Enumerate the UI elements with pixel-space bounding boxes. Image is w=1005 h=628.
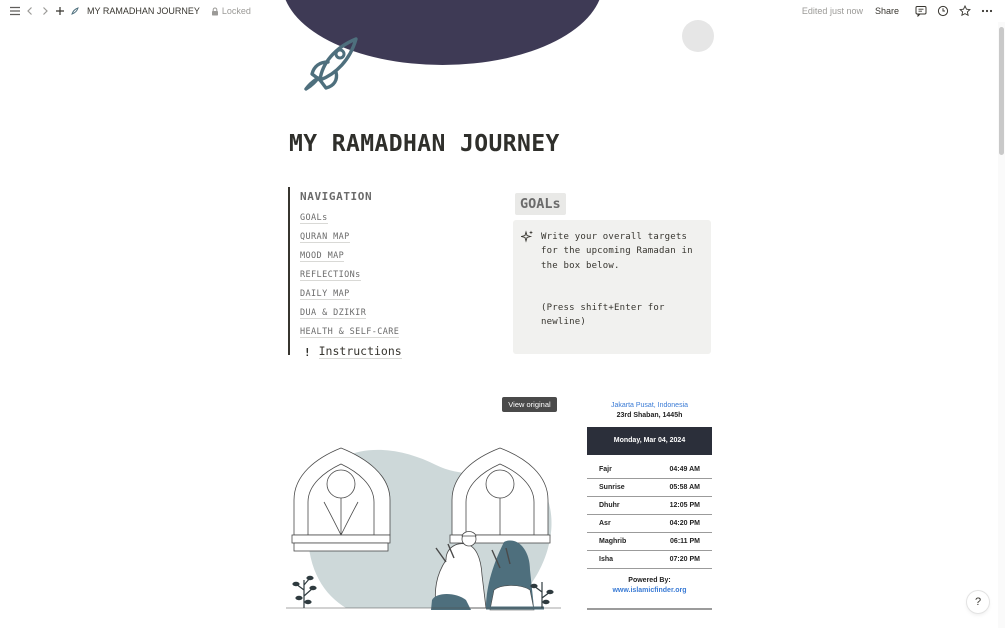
goals-callout[interactable] (513, 220, 711, 354)
nav-link-mood-map[interactable]: MOOD MAP (300, 250, 345, 261)
instructions-link[interactable] (300, 345, 448, 359)
favorite-star-icon[interactable] (958, 4, 972, 18)
comments-icon[interactable] (914, 4, 928, 18)
prayer-row-sunrise (587, 479, 712, 497)
islamicfinder-link[interactable]: www.islamicfinder.org (612, 587, 687, 594)
avatar[interactable] (682, 20, 714, 52)
prayer-name: Dhuhr (599, 502, 620, 509)
nav-link-health-self-care[interactable]: HEALTH & SELF-CARE (300, 326, 400, 337)
prayer-row-maghrib (587, 533, 712, 551)
prayer-row-dhuhr (587, 497, 712, 515)
prayer-name: Isha (599, 556, 614, 563)
prayer-times-widget (587, 395, 712, 610)
history-clock-icon[interactable] (936, 4, 950, 18)
prayer-name: Asr (599, 520, 611, 527)
goals-note-text: (Press shift+Enter for newline) (541, 302, 665, 328)
nav-link-goals[interactable]: GOALs (300, 212, 328, 223)
prayer-row-asr (587, 515, 712, 533)
add-icon[interactable] (53, 4, 67, 18)
share-button[interactable]: Share (874, 6, 899, 16)
prayer-time: 06:11 PM (670, 538, 700, 545)
nav-link-daily-map[interactable]: DAILY MAP (300, 288, 350, 299)
prayer-time: 12:05 PM (669, 502, 700, 509)
breadcrumb-page-title[interactable]: MY RAMADHAN JOURNEY (87, 6, 200, 16)
prayer-time: 04:49 AM (669, 466, 700, 473)
menu-icon[interactable] (8, 4, 22, 18)
edited-status: Edited just now (801, 6, 863, 16)
page-title[interactable]: MY RAMADHAN JOURNEY (289, 131, 560, 157)
navigation-callout (288, 187, 448, 359)
rocket-icon[interactable] (300, 34, 360, 92)
goals-heading: GOALs (515, 193, 566, 215)
forward-arrow-icon[interactable] (38, 4, 52, 18)
nav-link-quran-map[interactable]: QURAN MAP (300, 231, 350, 242)
prayer-time: 05:58 AM (669, 484, 700, 491)
hijri-date: 23rd Shaban, 1445h (616, 412, 683, 419)
instructions-label[interactable]: Instructions (318, 344, 402, 358)
back-arrow-icon[interactable] (23, 4, 37, 18)
exclamation-icon: ! (304, 345, 311, 359)
rocket-small-icon (68, 4, 82, 18)
nav-link-dua-dzikir[interactable]: DUA & DZIKIR (300, 307, 367, 318)
help-button[interactable]: ? (967, 591, 989, 613)
praying-illustration[interactable] (286, 440, 561, 615)
prayer-time: 04:20 PM (669, 520, 700, 527)
more-options-icon[interactable] (980, 4, 994, 18)
prayer-location-link[interactable]: Jakarta Pusat, Indonesia (610, 402, 689, 409)
locked-status[interactable] (210, 4, 251, 18)
prayer-times-list (587, 461, 712, 569)
view-original-button[interactable]: View original (502, 397, 557, 412)
navigation-list (300, 205, 448, 338)
prayer-name: Maghrib (599, 538, 627, 545)
scrollbar-thumb[interactable] (999, 27, 1004, 155)
locked-label: Locked (221, 6, 251, 16)
prayer-time: 07:20 PM (669, 556, 700, 563)
lock-icon (210, 4, 220, 18)
gregorian-date-header: Monday, Mar 04, 2024 (587, 427, 712, 455)
powered-by-label: Powered By: (628, 577, 671, 584)
prayer-row-isha (587, 551, 712, 569)
prayer-name: Sunrise (599, 484, 625, 491)
widget-bottom-divider (587, 608, 712, 610)
prayer-row-fajr (587, 461, 712, 479)
goals-instruction-text: Write your overall targets for the upcoming Ramadan in the box below. (541, 232, 693, 271)
prayer-name: Fajr (599, 466, 612, 473)
nav-link-reflections[interactable]: REFLECTIONs (300, 269, 361, 280)
navigation-heading: NAVIGATION (300, 190, 373, 203)
sparkles-icon (521, 230, 534, 243)
